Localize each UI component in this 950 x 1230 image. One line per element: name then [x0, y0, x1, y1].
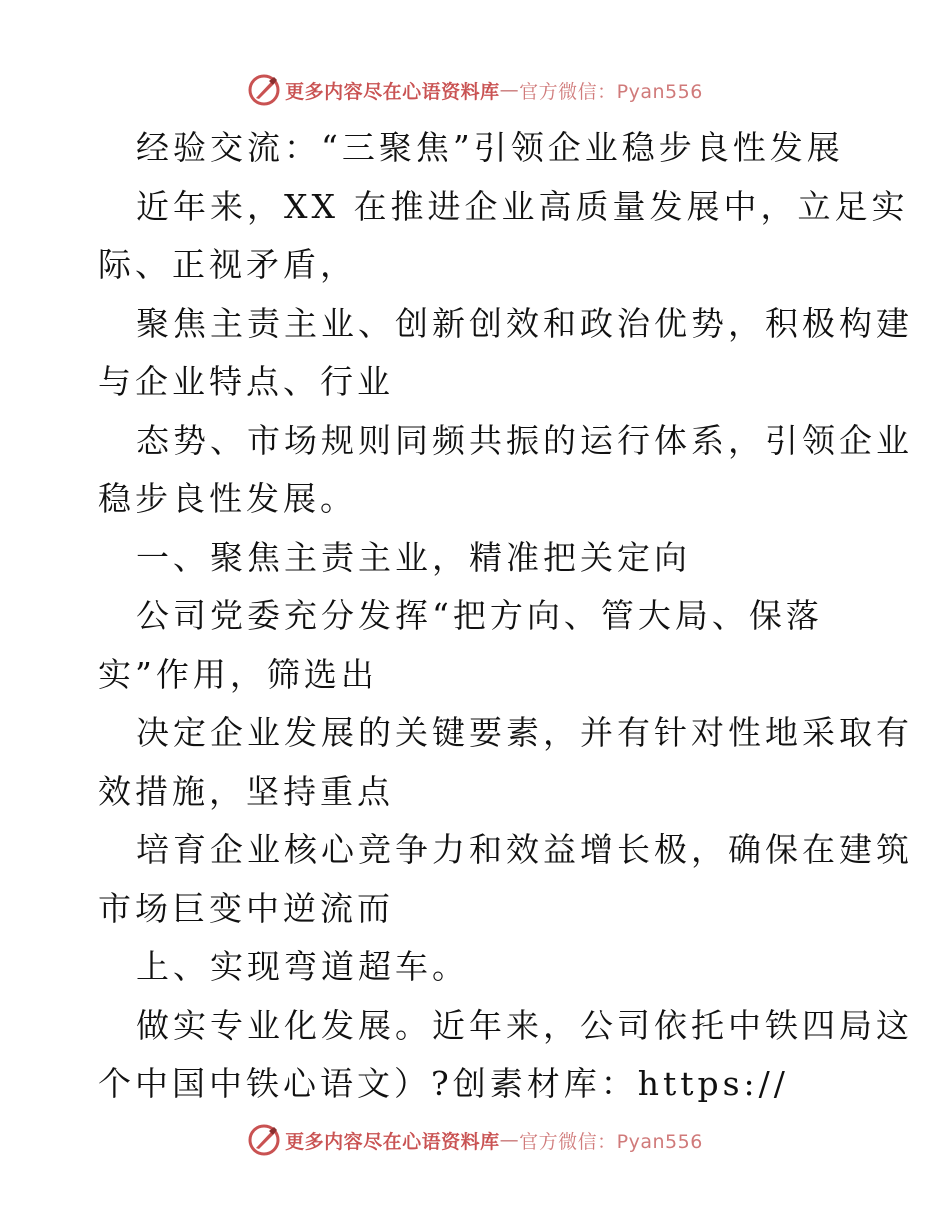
paragraph-line: 近年来，XX 在推进企业高质量发展中，立足实	[136, 186, 909, 226]
doc-title: 经验交流：“三聚焦”引领企业稳步良性发展	[136, 128, 844, 167]
paragraph-line: 决定企业发展的关键要素，并有针对性地采取有	[136, 713, 913, 752]
paragraph-line: 稳步良性发展。	[98, 479, 357, 518]
section-heading: 一、聚焦主责主业，精准把关定向	[136, 537, 691, 577]
feather-pen-logo-icon	[247, 73, 281, 107]
paragraph-line: 态势、市场规则同频共振的运行体系，引领企业	[136, 420, 913, 460]
document-body	[98, 119, 913, 1114]
paragraph-line: 实”作用，筛选出	[98, 654, 378, 694]
watermark-sub-text: 官方微信：Pyan556	[519, 80, 703, 103]
paragraph-line: 际、正视矛盾，	[98, 245, 357, 284]
footer-watermark	[0, 1120, 950, 1160]
paragraph-line: 聚焦主责主业、创新创效和政治优势，积极构建	[136, 303, 913, 343]
paragraph-line: 与企业特点、行业	[98, 362, 394, 401]
paragraph-line: 市场巨变中逆流而	[98, 888, 394, 928]
feather-pen-logo-icon	[247, 1123, 281, 1157]
paragraph-line: 个中国中铁心语文）?创素材库：https://	[98, 1064, 789, 1103]
paragraph-line: 做实专业化发展。近年来，公司依托中铁四局这	[136, 1005, 913, 1045]
paragraph-line: 公司党委充分发挥“把方向、管大局、保落	[136, 596, 823, 635]
watermark-dash: —	[499, 1129, 520, 1151]
watermark-main-text: 更多内容尽在心语资料库	[285, 1130, 500, 1153]
watermark-main-text: 更多内容尽在心语资料库	[285, 80, 500, 103]
paragraph-line: 效措施，坚持重点	[98, 771, 394, 811]
watermark-sub-text: 官方微信：Pyan556	[519, 1130, 703, 1153]
paragraph-line: 培育企业核心竞争力和效益增长极，确保在建筑	[136, 830, 913, 869]
header-watermark	[0, 70, 950, 110]
paragraph-line: 上、实现弯道超车。	[136, 947, 469, 986]
watermark-dash: —	[499, 79, 520, 101]
